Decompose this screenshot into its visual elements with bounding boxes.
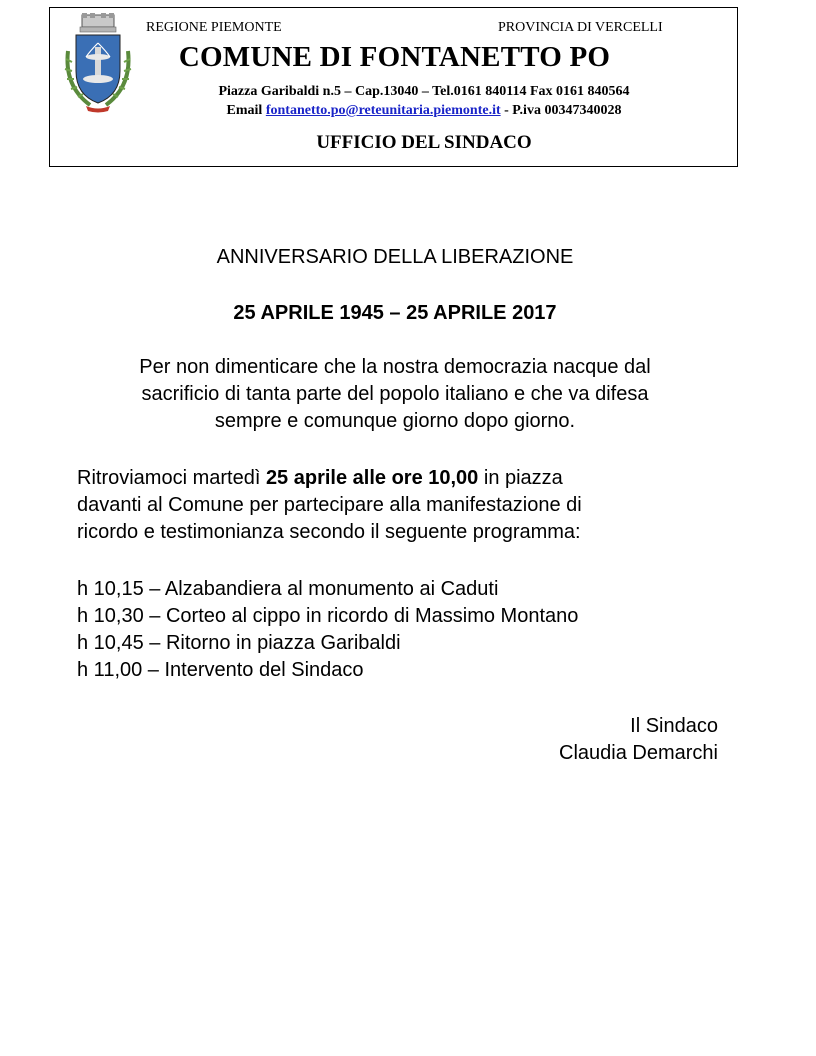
meeting-suffix: in piazza (478, 467, 563, 489)
office-title: UFFICIO DEL SINDACO (316, 132, 532, 153)
notice-dates: 25 APRILE 1945 – 25 APRILE 2017 (233, 302, 557, 324)
email-link[interactable]: fontanetto.po@reteunitaria.piemonte.it (265, 103, 501, 118)
signature-name: Claudia Demarchi (559, 742, 718, 764)
vat-number: - P.iva 00347340028 (500, 103, 622, 118)
intro-line: Per non dimenticare che la nostra democrazia nacque dal (139, 356, 651, 378)
region-label: REGIONE PIEMONTE (146, 20, 282, 35)
program-item: h 10,45 – Ritorno in piazza Garibaldi (77, 632, 401, 654)
meeting-line: davanti al Comune per partecipare alla manifestazione di (77, 494, 582, 516)
signature-role: Il Sindaco (630, 715, 718, 737)
meeting-time: 25 aprile alle ore 10,00 (265, 467, 479, 489)
meeting-prefix: Ritroviamoci martedì (77, 467, 266, 489)
signature-block (400, 713, 718, 767)
intro-line: sacrificio di tanta parte del popolo italiano e che va difesa (141, 383, 649, 405)
intro-paragraph (0, 354, 790, 435)
intro-line: sempre e comunque giorno dopo giorno. (214, 410, 576, 432)
email-prefix: Email (226, 103, 266, 118)
letterhead (49, 7, 738, 167)
municipality-name: COMUNE DI FONTANETTO PO (178, 41, 611, 73)
program-item: h 10,15 – Alzabandiera al monumento ai Caduti (77, 578, 499, 600)
notice-title: ANNIVERSARIO DELLA LIBERAZIONE (216, 246, 574, 268)
program-item: h 11,00 – Intervento del Sindaco (77, 659, 364, 681)
municipality-address: Piazza Garibaldi n.5 – Cap.13040 – Tel.0161 840114 Fax 0161 840564 (218, 84, 630, 99)
program-item: h 10,30 – Corteo al cippo in ricordo di Massimo Montano (77, 605, 579, 627)
province-label: PROVINCIA DI VERCELLI (498, 20, 663, 35)
meeting-paragraph (77, 465, 757, 546)
meeting-line: ricordo e testimonianza secondo il seguente programma: (77, 521, 581, 543)
contact-line (50, 103, 798, 119)
program-list (77, 576, 578, 684)
meeting-line (77, 465, 757, 492)
